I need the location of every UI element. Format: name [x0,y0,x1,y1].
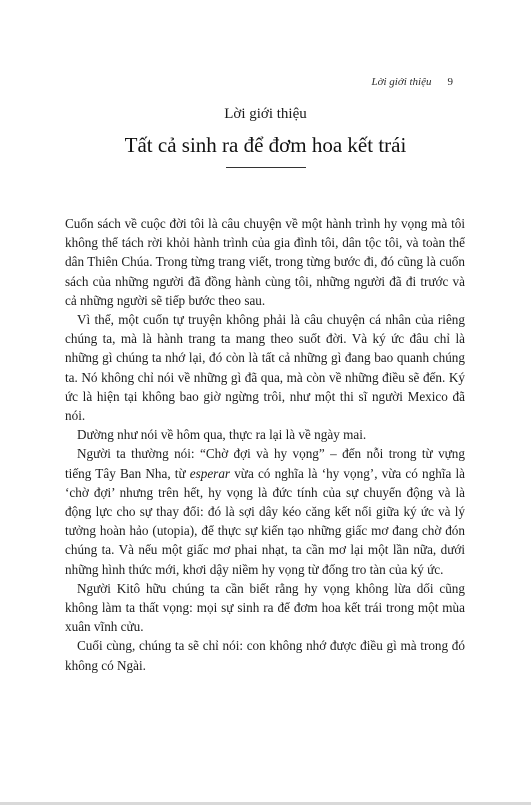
paragraph-4 [65,444,465,578]
paragraph-6: Cuối cùng, chúng ta sẽ chỉ nói: con không nhớ được điều gì mà trong đó không có Ngài. [65,638,465,673]
running-header-title: Lời giới thiệu [371,76,432,88]
paragraph-3: Dường như nói về hôm qua, thực ra lại là về ngày mai. [77,427,367,443]
paragraph-4-italic-term: esperar [189,465,231,481]
paragraph-4-after: vừa có nghĩa là ‘hy vọng’, vừa có nghĩa là ‘chờ đợi’ nhưng trên hết, hy vọng là đức tính của sự chuyển động và là động lực cho sự thay đổi: đó là sợi dây kéo căng kết nối giữa ký ức và lý tưởng hoàn hảo (utopia), để thực sự kiến tạo những giấc mơ đang chờ đón chúng ta. Và nếu một giấc mơ phai nhạt, ta cần mơ lại một lần nữa, dưới những hình thức mới, khơi dậy niềm hy vọng từ đống tro tàn của ký ức. [65,465,465,577]
paragraph-4-before: Người ta thường nói: “Chờ đợi và hy vọng” – đến nỗi trong từ vựng tiếng Tây Ban Nha, từ [65,446,465,481]
title-divider [226,167,306,168]
paragraph-2: Vì thế, một cuốn tự truyện không phải là câu chuyện cá nhân của riêng chúng ta, mà là hành trang ta mang theo suốt đời. Và ký ức đâu chỉ là những gì chúng ta nhớ lại, đó còn là tất cả những gì đang bao quanh chúng ta. Nó không chỉ nói về những gì đã qua, mà còn về những điều sẽ đến. Ký ức là hiện tại không bao giờ ngừng trôi, như một thi sĩ người Mexico đã nói. [65,312,465,424]
chapter-label: Lời giới thiệu [224,106,307,122]
paragraph-1: Cuốn sách về cuộc đời tôi là câu chuyện về một hành trình hy vọng mà tôi không thể tách rời khỏi hành trình của gia đình tôi, dân tộc tôi, và toàn thể dân Thiên Chúa. Trong từng trang viết, trong từng bước đi, đó cũng là cuốn sách của những người đã đồng hành cùng tôi, những người đã đi trước và cả những người sẽ tiếp bước theo sau. [65,216,465,308]
page-number: 9 [447,76,453,88]
chapter-title: Tất cả sinh ra để đơm hoa kết trái [124,133,407,157]
paragraph-5: Người Kitô hữu chúng ta cần biết rằng hy vọng không lừa dối cũng không làm ta thất vọng: mọi sự sinh ra để đơm hoa kết trái trong một mùa xuân vĩnh cửu. [65,580,465,635]
body-text [65,214,465,675]
running-header [371,76,453,88]
